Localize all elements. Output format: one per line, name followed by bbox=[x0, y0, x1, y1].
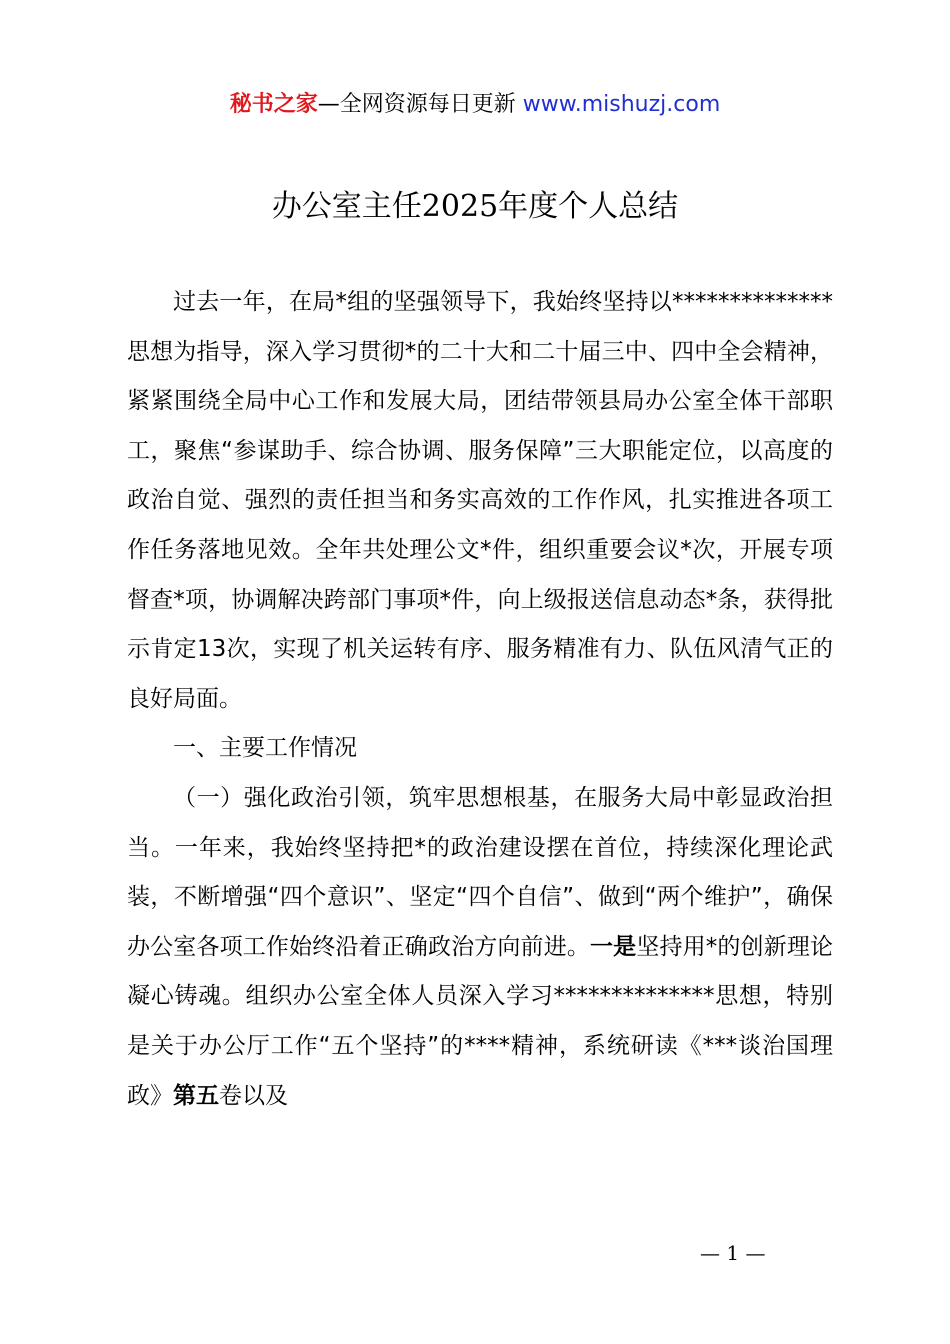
document-title: 办公室主任2025年度个人总结 bbox=[271, 189, 679, 224]
subsection-lead: （一）强化政治引领，筑牢思想根基，在服务大局中彰显政治担当。一年来，我始终坚持把*的政治建设摆在首位，持续深化理论武装，不断增强“四个意识”、坚定“四个自信”、做到“两个维护”，确保办公室各项工作始终沿着正确政治方向前进。 bbox=[127, 784, 833, 960]
intro-paragraph: 过去一年，在局*组的坚强领导下，我始终坚持以**************思想为指导，深入学习贯彻*的二十大和二十届三中、四中全会精神，紧紧围绕全局中心工作和发展大局，团结带领县局办公室全体干部职工，聚焦“参谋助手、综合协调、服务保障”三大职能定位，以高度的政治自觉、强烈的责任担当和务实高效的工作作风，扎实推进各项工作任务落地见效。全年共处理公文*件，组织重要会议*次，开展专项督查*项，协调解决跨部门事项*件，向上级报送信息动态*条，获得批示肯定13次，实现了机关运转有序、服务精准有力、队伍风清气正的良好局面。 bbox=[127, 289, 833, 712]
site-url-link[interactable]: www.mishuzj.com bbox=[522, 92, 721, 117]
section-heading: 一、主要工作情况 bbox=[173, 735, 357, 762]
document-body bbox=[127, 278, 833, 1121]
point-tail: 卷以及 bbox=[219, 1082, 288, 1109]
site-header bbox=[0, 88, 950, 122]
header-tagline: —全网资源每日更新 bbox=[317, 92, 516, 117]
subsection-paragraph bbox=[127, 774, 833, 1121]
page-number: — 1 — bbox=[700, 1241, 766, 1265]
volume-emphasis: 第五 bbox=[173, 1082, 219, 1109]
brand-name: 秘书之家 bbox=[229, 92, 318, 117]
point-label: 一是 bbox=[590, 933, 637, 960]
point-text: 坚持用*的创新理论凝心铸魂。组织办公室全体人员深入学习**************思想，特别是关于办公厅工作“五个坚持”的****精神，系统研读《***谈治国理政》 bbox=[127, 933, 834, 1109]
